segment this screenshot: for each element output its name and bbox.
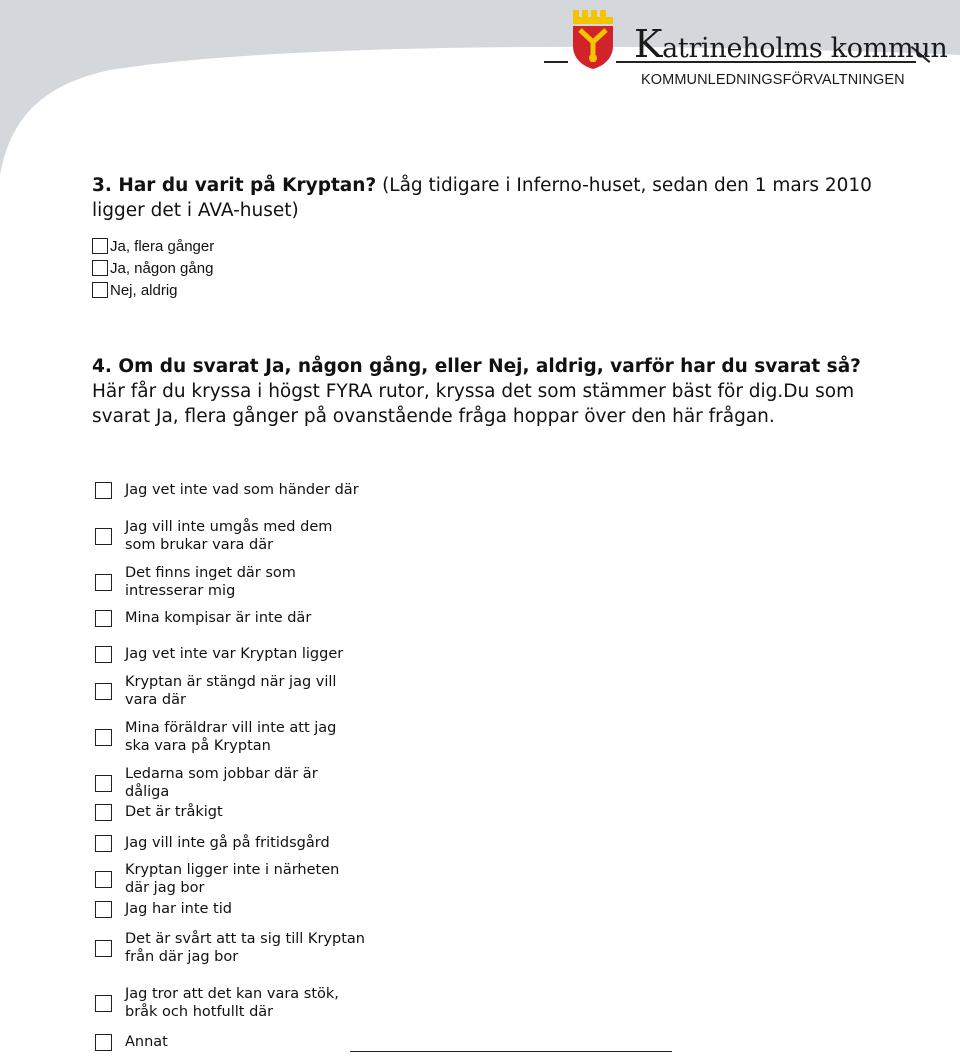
checkbox[interactable] (92, 282, 108, 298)
header-rule-left (544, 61, 568, 63)
q4-option[interactable]: Det är svårt att ta sig till Kryptan från där jag bor (95, 930, 395, 966)
checkbox[interactable] (95, 729, 112, 746)
q4-option[interactable]: Kryptan ligger inte i närheten där jag bor (95, 861, 395, 897)
question-4-title: 4. Om du svarat Ja, någon gång, eller Nej, aldrig, varför har du svarat så? (92, 356, 861, 377)
question-3-title: 3. Har du varit på Kryptan? (Låg tidigare i Inferno-huset, sedan den 1 mars 2010 ligger det i AVA-huset) (92, 175, 872, 221)
q4-option[interactable]: Jag vet inte var Kryptan ligger (95, 645, 395, 663)
q4-option[interactable]: Det är tråkigt (95, 803, 395, 821)
q4-option[interactable]: Mina föräldrar vill inte att jag ska vara på Kryptan (95, 719, 395, 755)
checkbox[interactable] (95, 835, 112, 852)
checkbox[interactable] (95, 871, 112, 888)
checkbox[interactable] (95, 995, 112, 1012)
question-3-options (92, 235, 892, 301)
question-4-instruction: Här får du kryssa i högst FYRA rutor, kryssa det som stämmer bäst för dig.Du som svarat Ja, flera gånger på ovanstående fråga hoppar över den här frågan. (92, 381, 855, 427)
q3-option[interactable]: Ja, flera gånger (92, 235, 892, 257)
checkbox[interactable] (95, 1034, 112, 1051)
coat-of-arms-icon (570, 8, 616, 70)
checkbox[interactable] (95, 482, 112, 499)
q3-option[interactable]: Ja, någon gång (92, 257, 892, 279)
checkbox[interactable] (95, 646, 112, 663)
checkbox[interactable] (95, 940, 112, 957)
q4-option[interactable]: Ledarna som jobbar där är dåliga (95, 765, 395, 801)
checkbox[interactable] (95, 901, 112, 918)
q4-option[interactable]: Jag vet inte vad som händer där (95, 472, 395, 508)
checkbox[interactable] (92, 260, 108, 276)
q4-option[interactable]: Kryptan är stängd när jag vill vara där (95, 673, 395, 709)
q4-option[interactable]: Det finns inget där som intresserar mig (95, 564, 395, 600)
checkbox[interactable] (95, 528, 112, 545)
q3-option[interactable]: Nej, aldrig (92, 279, 892, 301)
q4-option[interactable]: Jag tror att det kan vara stök, bråk och hotfullt där (95, 985, 395, 1021)
org-name: Katrineholms kommun (634, 22, 948, 66)
q4-option[interactable]: Jag vill inte gå på fritidsgård (95, 834, 395, 852)
department-name: KOMMUNLEDNINGSFÖRVALTNINGEN (641, 72, 905, 88)
question-4 (92, 354, 912, 429)
question-3 (92, 173, 892, 301)
q4-option[interactable]: Jag vill inte umgås med dem som brukar vara där (95, 518, 395, 554)
checkbox[interactable] (95, 775, 112, 792)
other-answer-line[interactable] (350, 1051, 672, 1052)
checkbox[interactable] (95, 683, 112, 700)
checkbox[interactable] (95, 610, 112, 627)
checkbox[interactable] (92, 238, 108, 254)
q4-option[interactable]: Mina kompisar är inte där (95, 609, 395, 627)
checkbox[interactable] (95, 574, 112, 591)
q4-option[interactable]: Annat (95, 1033, 395, 1051)
q4-option[interactable]: Jag har inte tid (95, 900, 395, 918)
checkbox[interactable] (95, 804, 112, 821)
